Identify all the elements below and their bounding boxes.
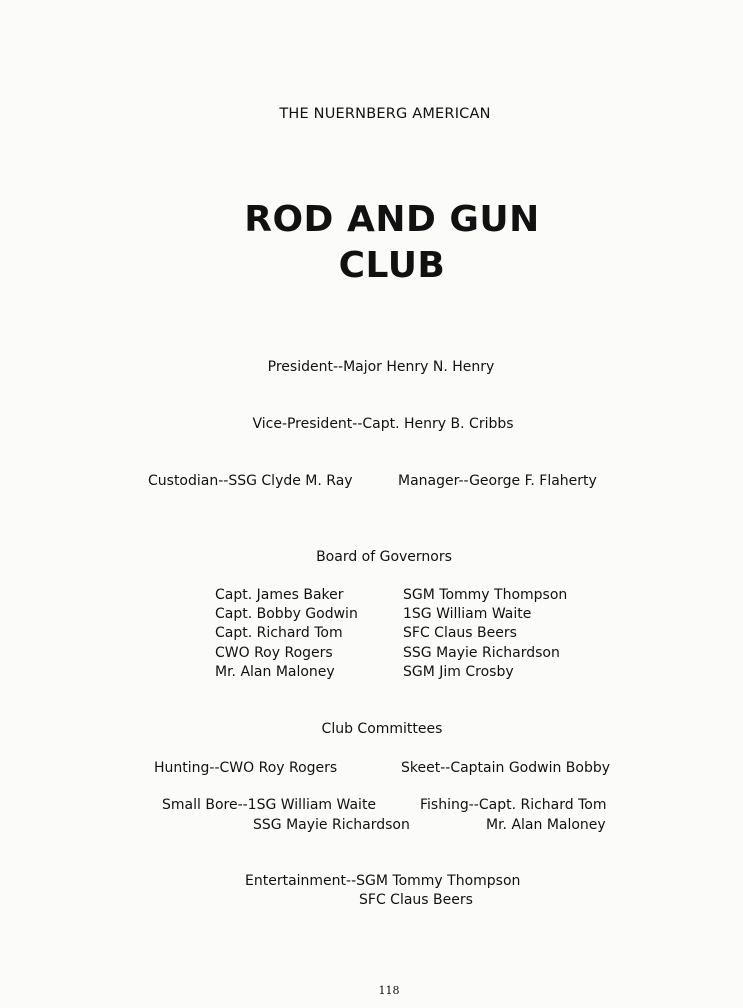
board-member: Capt. Bobby Godwin [215, 606, 358, 622]
officer-custodian: Custodian--SSG Clyde M. Ray [148, 473, 353, 489]
board-member: Capt. Richard Tom [215, 625, 343, 641]
committee-entertainment: Entertainment--SGM Tommy Thompson [245, 873, 521, 889]
committee-hunting: Hunting--CWO Roy Rogers [154, 760, 338, 776]
committee-small-bore: Small Bore--1SG William Waite [162, 797, 377, 813]
officer-president: President--Major Henry N. Henry [267, 359, 495, 375]
committees-heading: Club Committees [321, 721, 443, 737]
board-heading: Board of Governors [316, 549, 452, 565]
board-member: SGM Tommy Thompson [403, 587, 568, 603]
page-number: 118 [378, 984, 400, 997]
committee-skeet: Skeet--Captain Godwin Bobby [401, 760, 611, 776]
committee-fishing-member: Mr. Alan Maloney [486, 817, 606, 833]
committee-fishing: Fishing--Capt. Richard Tom [420, 797, 607, 813]
board-member: Capt. James Baker [215, 587, 344, 603]
board-member: SGM Jim Crosby [403, 664, 514, 680]
page-title-line-1: ROD AND GUN [244, 199, 540, 240]
page-title-line-2: CLUB [338, 245, 446, 286]
bleed-through-text [56, 90, 62, 114]
board-member: SFC Claus Beers [403, 625, 517, 641]
officer-manager: Manager--George F. Flaherty [398, 473, 597, 489]
officer-vice-president: Vice-President--Capt. Henry B. Cribbs [252, 416, 514, 432]
board-member: CWO Roy Rogers [215, 645, 333, 661]
publication-header: THE NUERNBERG AMERICAN [279, 106, 491, 122]
committee-small-bore-member: SSG Mayie Richardson [253, 817, 410, 833]
board-member: Mr. Alan Maloney [215, 664, 335, 680]
board-member: 1SG William Waite [403, 606, 532, 622]
board-member: SSG Mayie Richardson [403, 645, 560, 661]
committee-entertainment-member: SFC Claus Beers [359, 892, 473, 908]
